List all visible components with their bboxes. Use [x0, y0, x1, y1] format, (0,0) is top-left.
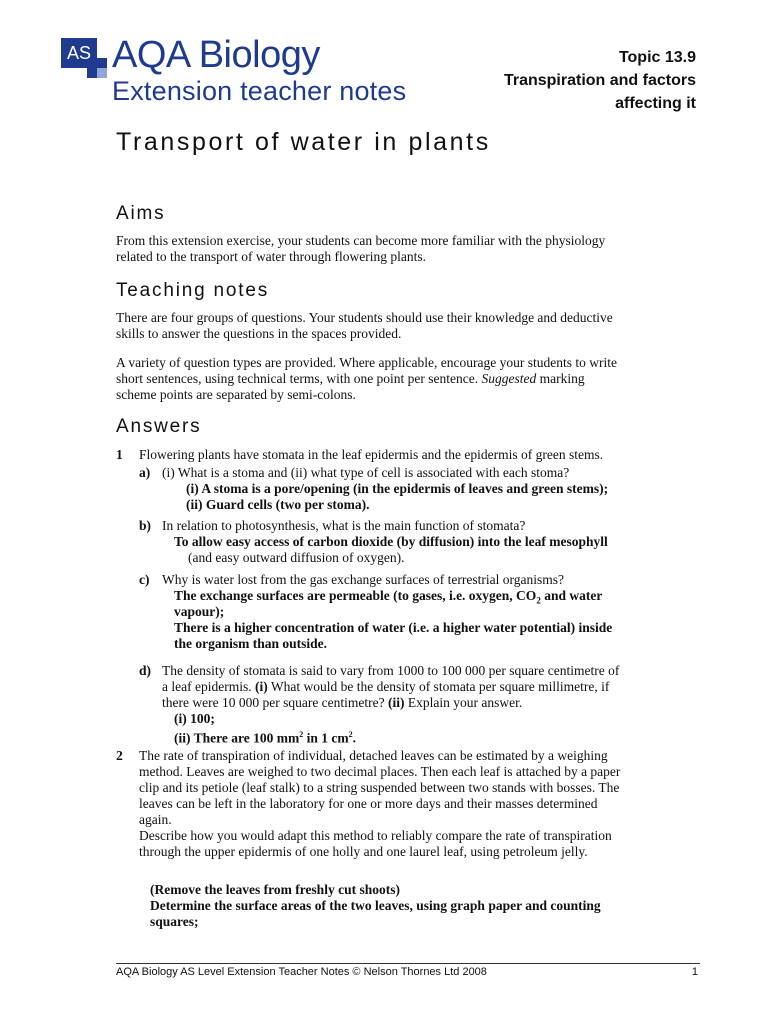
text-span: The exchange surfaces are permeable (to gases, i.e. oxygen, CO: [174, 588, 537, 603]
answers-heading: Answers: [116, 416, 202, 437]
text-span: What would be the density of stomata per square millimetre, if: [267, 679, 610, 694]
question-text-block: [139, 748, 620, 828]
answer-line: the organism than outside.: [174, 636, 328, 651]
logo-square-icon: [97, 58, 107, 68]
bold-text: (ii): [388, 695, 405, 710]
subquestion-text: [162, 679, 609, 695]
text-span: short sentences, using technical terms, with one point per sentence.: [116, 371, 482, 386]
text-span: there were 10 000 per square centimetre?: [162, 695, 389, 710]
teaching-paragraph-2: [116, 355, 656, 403]
text-line: leaves can be left in the laboratory for one or more days and their masses determined: [139, 796, 598, 811]
text-line: related to the transport of water through flowering plants.: [116, 249, 427, 264]
answer-line: (i) A stoma is a pore/opening (in the epidermis of leaves and green stems);: [186, 481, 609, 496]
answer-line: (ii) Guard cells (two per stoma).: [186, 497, 370, 512]
text-line: method. Leaves are weighed to two decimal places. Then each leaf is attached by a paper: [139, 764, 621, 779]
footer-copyright: AQA Biology AS Level Extension Teacher Notes © Nelson Thornes Ltd 2008: [116, 966, 487, 978]
answer-line: (i) 100;: [174, 711, 215, 726]
topic-number: Topic 13.9: [618, 49, 696, 66]
as-logo-badge: AS: [61, 38, 97, 68]
text-line: Describe how you would adapt this method to reliably compare the rate of transpiration: [139, 828, 612, 843]
answer-block: [150, 882, 601, 930]
teaching-paragraph-1: [116, 310, 656, 342]
topic-block: [504, 46, 696, 115]
brand-subtitle: Extension teacher notes: [112, 76, 407, 106]
superscript: 2: [299, 730, 304, 739]
footer-divider: [116, 963, 700, 964]
answer-line: [174, 588, 602, 609]
logo-square-icon: [97, 68, 107, 78]
question-number: 1: [116, 447, 123, 462]
subquestion-label: a): [139, 465, 151, 480]
question-text-block: [139, 828, 612, 860]
subquestion-label: d): [139, 663, 152, 678]
subquestion-label: c): [139, 572, 150, 587]
aims-paragraph: [116, 233, 656, 265]
subscript: 2: [536, 595, 541, 606]
text-span: marking: [536, 371, 585, 386]
text-line: again.: [139, 812, 172, 827]
text-line: The rate of transpiration of individual, detached leaves can be estimated by a weighing: [139, 748, 608, 763]
answer-line: To allow easy access of carbon dioxide (by diffusion) into the leaf mesophyll: [174, 534, 608, 549]
italic-text: Suggested: [481, 371, 537, 386]
text-span: .: [352, 730, 356, 746]
subquestion-label: b): [139, 518, 152, 533]
text-line: through the upper epidermis of one holly and one laurel leaf, using petroleum jelly.: [139, 844, 588, 859]
answer-line: (and easy outward diffusion of oxygen).: [188, 550, 405, 565]
text-line: From this extension exercise, your students can become more familiar with the physiology: [116, 233, 606, 248]
text-line: There are four groups of questions. Your students should use their knowledge and deductive: [116, 310, 613, 325]
subquestion-text: Why is water lost from the gas exchange surfaces of terrestrial organisms?: [162, 572, 564, 587]
text-line: skills to answer the questions in the spaces provided.: [116, 326, 402, 341]
brand-title: AQA Biology: [112, 34, 320, 76]
answer-line: There is a higher concentration of water (i.e. a higher water potential) inside: [174, 620, 613, 635]
answer-line: vapour);: [174, 604, 225, 619]
text-span: and water: [540, 588, 603, 603]
aims-heading: Aims: [116, 203, 166, 224]
text-line: clip and its petiole (leaf stalk) to a string suspended between two stands with bosses. The: [139, 780, 620, 795]
topic-title-line1: Transpiration and factors: [503, 72, 696, 89]
subquestion-text: [162, 695, 522, 711]
text-span: in 1 cm: [303, 730, 349, 746]
answer-line: squares;: [150, 914, 199, 929]
text-line: A variety of question types are provided. Where applicable, encourage your students to write: [116, 355, 617, 370]
question-number: 2: [116, 748, 123, 763]
superscript: 2: [348, 730, 353, 739]
subquestion-text: (i) What is a stoma and (ii) what type of cell is associated with each stoma?: [162, 465, 570, 480]
text-span: a leaf epidermis.: [162, 679, 255, 694]
logo-square-icon: [87, 68, 97, 78]
text-line: scheme points are separated by semi-colons.: [116, 387, 356, 402]
page-title: Transport of water in plants: [116, 128, 491, 156]
subquestion-text: The density of stomata is said to vary from 1000 to 100 000 per square centimetre of: [162, 663, 620, 678]
topic-title-line2: affecting it: [615, 95, 696, 112]
answer-line: [174, 727, 356, 747]
teaching-notes-heading: Teaching notes: [116, 280, 270, 301]
answer-line: (Remove the leaves from freshly cut shoots): [150, 882, 400, 897]
text-span: Explain your answer.: [404, 695, 523, 710]
question-text: Flowering plants have stomata in the leaf epidermis and the epidermis of green stems.: [139, 447, 604, 462]
subquestion-text: In relation to photosynthesis, what is the main function of stomata?: [162, 518, 526, 533]
text-line: [116, 371, 656, 387]
page-number: 1: [691, 966, 698, 978]
bold-text: (i): [254, 679, 268, 694]
answer-line: Determine the surface areas of the two leaves, using graph paper and counting: [150, 898, 601, 913]
text-span: (ii) There are 100 mm: [174, 730, 300, 746]
